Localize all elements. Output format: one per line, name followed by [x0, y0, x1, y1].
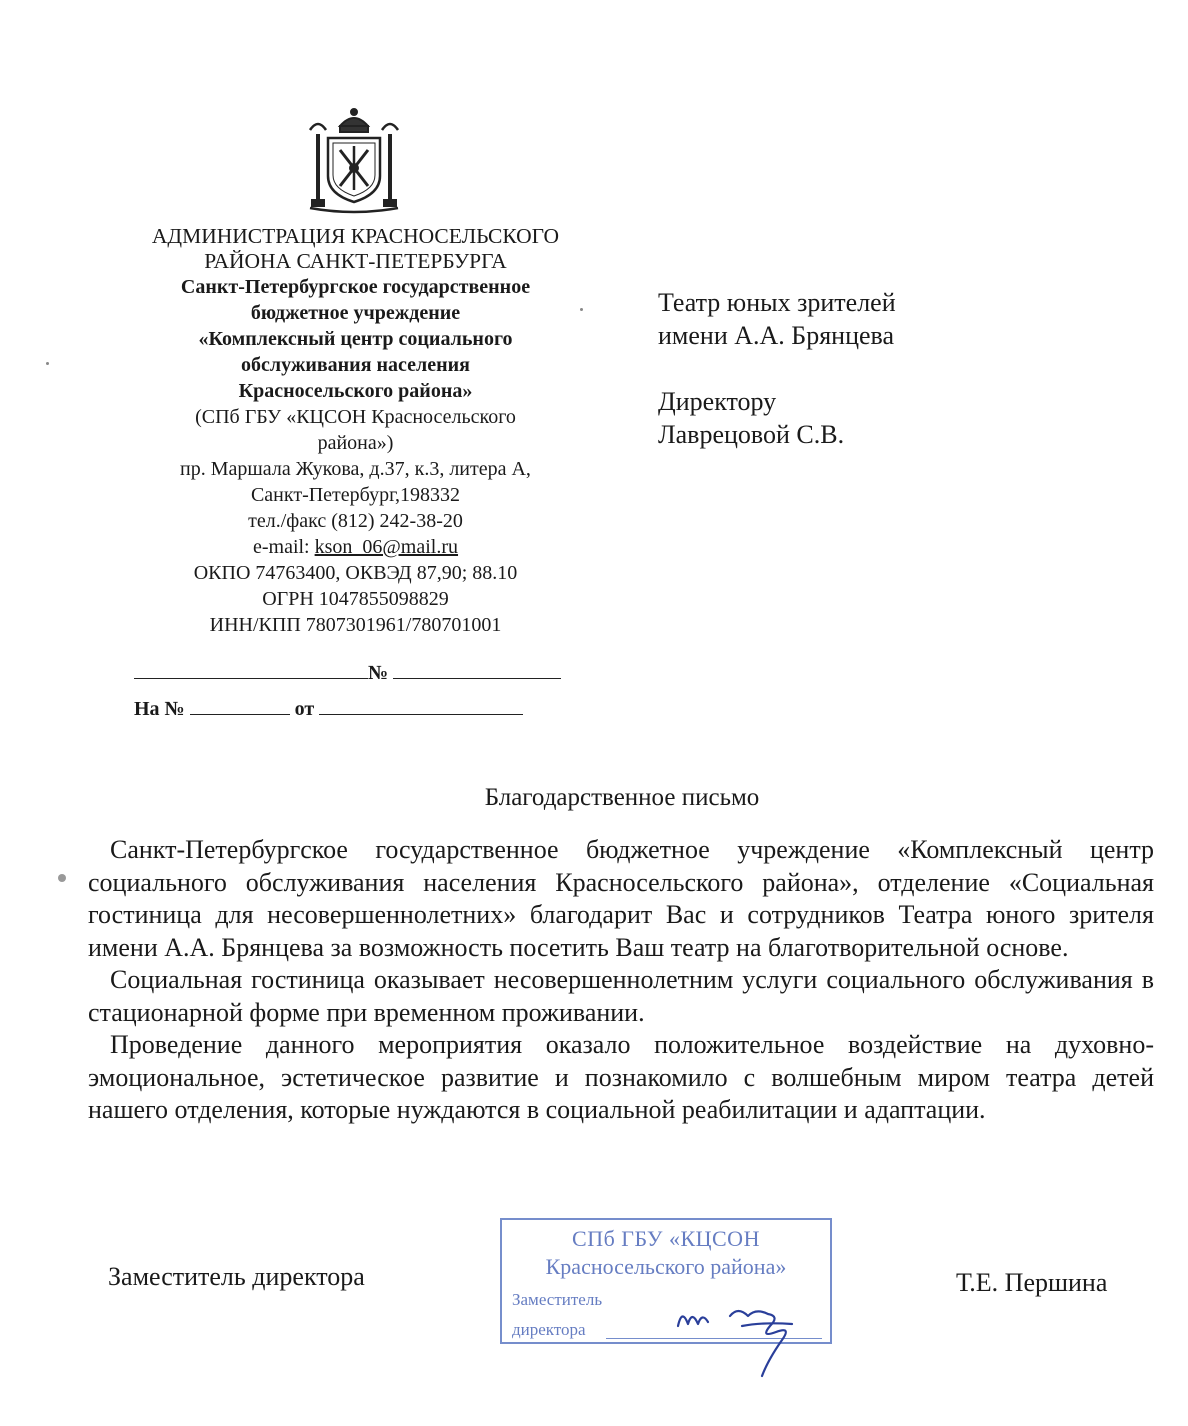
- email-row: [128, 534, 583, 560]
- inn-kpp: ИНН/КПП 7807301961/780701001: [209, 614, 502, 636]
- phone-fax: тел./факс (812) 242-38-20: [248, 510, 463, 532]
- email-link[interactable]: kson_06@mail.ru: [314, 536, 459, 558]
- addressee-line-3: Директору: [658, 387, 777, 416]
- sender-organization-block: [128, 224, 583, 638]
- scan-speck: [58, 874, 66, 882]
- in-reply-label: На №: [134, 698, 185, 720]
- org-short-name-line-2: района»): [317, 432, 394, 454]
- addressee-line-1: Театр юных зрителей: [658, 288, 896, 317]
- outgoing-date-blank: [134, 660, 368, 679]
- administration-name: АДМИНИСТРАЦИЯ КРАСНОСЕЛЬСКОГО: [151, 224, 560, 248]
- ogrn: ОГРН 1047855098829: [262, 588, 449, 610]
- coat-of-arms-icon: [300, 104, 408, 214]
- signatory-name: Т.Е. Першина: [956, 1268, 1108, 1297]
- administration-district: РАЙОНА САНКТ-ПЕТЕРБУРГА: [204, 249, 507, 273]
- org-name-line-1: Санкт-Петербургское государственное: [180, 276, 531, 298]
- org-name-line-3: «Комплексный центр социального: [198, 328, 513, 350]
- outgoing-number-row: [134, 660, 561, 685]
- address-line-2: Санкт-Петербург,198332: [250, 484, 461, 506]
- org-name-line-5: Красносельского района»: [238, 380, 473, 402]
- scan-speck: [46, 362, 49, 365]
- signatory-position: Заместитель директора: [108, 1262, 365, 1291]
- scan-speck: [580, 308, 583, 311]
- address-line-1: пр. Маршала Жукова, д.37, к.3, литера А,: [180, 458, 531, 480]
- org-name-line-2: бюджетное учреждение: [250, 302, 461, 324]
- document-title: Благодарственное письмо: [484, 784, 760, 811]
- stamp-line-2: Красносельского района»: [545, 1254, 787, 1279]
- stamp-line-3: Заместитель: [512, 1290, 603, 1309]
- body-paragraph-1: Санкт-Петербургское государственное бюджетное учреждение «Комплексный центр социального обслуживания населения Красносельского района», отделение «Социальная гостиница для несовершеннолетних» благодарит Вас и сотрудников Театра юного зрителя имени А.А. Брянцева за возможность посетить Ваш театр на благотворительной основе.: [88, 835, 1154, 962]
- body-paragraph-2: Социальная гостиница оказывает несовершеннолетним услуги социального обслуживания в стационарной форме при временном проживании.: [88, 965, 1154, 1027]
- number-label: №: [368, 662, 389, 684]
- stamp-line-1: СПб ГБУ «КЦСОН: [572, 1226, 760, 1251]
- in-reply-date-blank: [319, 696, 523, 715]
- org-short-name-line-1: (СПб ГБУ «КЦСОН Красносельского: [195, 406, 516, 428]
- stamp-line-4: директора: [512, 1320, 586, 1339]
- okpo-okved: ОКПО 74763400, ОКВЭД 87,90; 88.10: [193, 562, 518, 584]
- body-paragraph-3: Проведение данного мероприятия оказало положительное воздействие на духовно-эмоциональное, эстетическое развитие и познакомило с волшебным миром театра детей нашего отделения, которые нуждаются в социальной реабилитации и адаптации.: [88, 1030, 1154, 1124]
- in-reply-row: [134, 696, 523, 721]
- email-label: e-mail:: [252, 536, 315, 558]
- letter-body: [88, 834, 1154, 1127]
- addressee-line-2: имени А.А. Брянцева: [658, 321, 895, 350]
- handwritten-signature: [672, 1286, 812, 1382]
- addressee-block: [658, 286, 896, 451]
- org-name-line-4: обслуживания населения: [240, 354, 470, 376]
- in-reply-number-blank: [190, 696, 290, 715]
- addressee-line-4: Лаврецовой С.В.: [658, 420, 845, 449]
- from-label: от: [294, 698, 315, 720]
- outgoing-number-blank: [393, 660, 561, 679]
